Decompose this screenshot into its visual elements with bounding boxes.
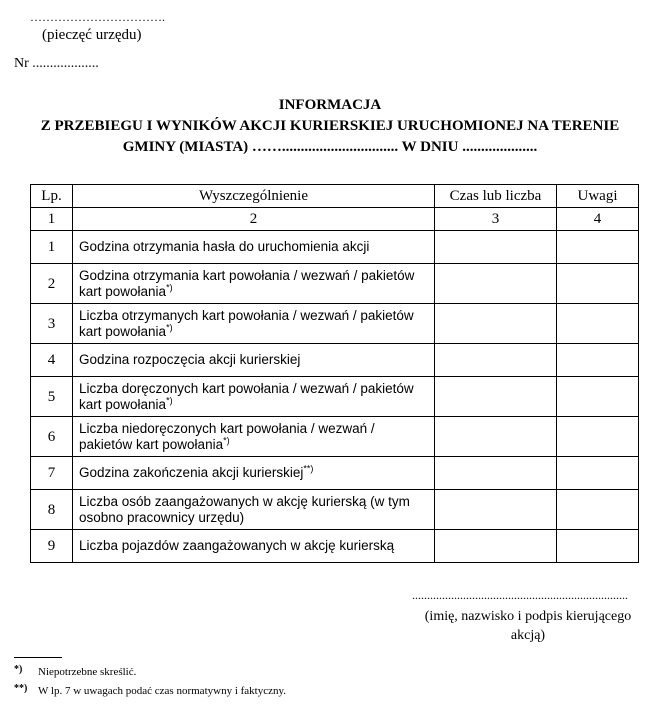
time-or-count-cell[interactable] [435, 344, 557, 377]
table-row [31, 304, 639, 344]
footnote-text: W lp. 7 w uwagach podać czas normatywny i faktyczny. [38, 685, 287, 697]
table-row [31, 490, 639, 530]
remarks-cell[interactable] [557, 344, 639, 377]
header-description: Wyszczególnienie [73, 185, 435, 208]
table-header-row [31, 185, 639, 208]
header-lp: Lp. [31, 185, 73, 208]
row-description [73, 231, 435, 264]
time-or-count-cell[interactable] [435, 417, 557, 457]
table-row [31, 264, 639, 304]
row-text: Liczba otrzymanych kart powołania / wezwań / pakietów kart powołania [79, 307, 414, 339]
row-text: Godzina otrzymania kart powołania / wezwań / pakietów kart powołania [79, 267, 415, 299]
footnote-symbol: *) [14, 664, 23, 675]
footnote-text: Niepotrzebne skreślić. [38, 666, 137, 678]
footnote-mark: *) [166, 282, 173, 292]
footnote-mark: **) [303, 463, 314, 474]
row-description [73, 417, 435, 457]
remarks-cell[interactable] [557, 457, 639, 490]
stamp-placeholder-dots: ……………………………. [30, 10, 165, 24]
row-description [73, 264, 435, 304]
remarks-cell[interactable] [557, 530, 639, 563]
row-number: 2 [31, 264, 73, 304]
row-text: Godzina otrzymania hasła do uruchomienia akcji [79, 239, 370, 254]
footnote-1 [14, 664, 136, 678]
column-number: 1 [31, 208, 73, 231]
title-line-1: INFORMACJA [278, 97, 382, 113]
row-description [73, 304, 435, 344]
row-number: 5 [31, 377, 73, 417]
footnote-symbol: **) [14, 683, 28, 694]
row-description [73, 457, 435, 490]
row-description [73, 377, 435, 417]
title-line-3: GMINY (MIASTA) ……............................... W DNIU .................... [122, 139, 538, 155]
header-time-or-count: Czas lub liczba [435, 185, 557, 208]
row-number: 7 [31, 457, 73, 490]
row-number: 8 [31, 490, 73, 530]
table-row [31, 344, 639, 377]
title-line-2: Z PRZEBIEGU I WYNIKÓW AKCJI KURIERSKIEJ URUCHOMIONEJ NA TERENIE [40, 118, 620, 134]
column-number: 2 [73, 208, 435, 231]
report-table [30, 184, 639, 563]
remarks-cell[interactable] [557, 304, 639, 344]
table-row [31, 231, 639, 264]
time-or-count-cell[interactable] [435, 377, 557, 417]
row-number: 4 [31, 344, 73, 377]
row-text: Godzina zakończenia akcji kurierskiej [79, 465, 304, 480]
footnote-divider [14, 657, 62, 658]
time-or-count-cell[interactable] [435, 264, 557, 304]
table-row [31, 457, 639, 490]
row-number: 6 [31, 417, 73, 457]
time-or-count-cell[interactable] [435, 231, 557, 264]
footnote-mark: *) [166, 322, 173, 332]
time-or-count-cell[interactable] [435, 530, 557, 563]
column-number-row [31, 208, 639, 231]
row-text: Liczba osób zaangażowanych w akcję kurierską (w tym osobno pracownicy urzędu) [79, 493, 410, 525]
stamp-label: (pieczęć urzędu) [42, 27, 142, 43]
row-description [73, 344, 435, 377]
time-or-count-cell[interactable] [435, 304, 557, 344]
row-text: Liczba doręczonych kart powołania / wezwań / pakietów kart powołania [79, 380, 414, 412]
row-number: 1 [31, 231, 73, 264]
footnote-2 [14, 683, 286, 697]
footnote-mark: *) [166, 395, 173, 405]
row-number: 3 [31, 304, 73, 344]
remarks-cell[interactable] [557, 377, 639, 417]
document-title [0, 95, 660, 158]
time-or-count-cell[interactable] [435, 490, 557, 530]
document-number-field: Nr ................... [14, 56, 99, 71]
row-text: Liczba niedoręczonych kart powołania / wezwań / pakietów kart powołania [79, 420, 375, 452]
column-number: 4 [557, 208, 639, 231]
table-row [31, 530, 639, 563]
row-description [73, 490, 435, 530]
signature-line: ........................................................................ [412, 588, 628, 602]
column-number: 3 [435, 208, 557, 231]
row-description [73, 530, 435, 563]
table-row [31, 417, 639, 457]
remarks-cell[interactable] [557, 231, 639, 264]
header-remarks: Uwagi [557, 185, 639, 208]
time-or-count-cell[interactable] [435, 457, 557, 490]
row-number: 9 [31, 530, 73, 563]
table-row [31, 377, 639, 417]
remarks-cell[interactable] [557, 264, 639, 304]
remarks-cell[interactable] [557, 490, 639, 530]
remarks-cell[interactable] [557, 417, 639, 457]
footnote-mark: *) [223, 435, 230, 445]
signature-label: (imię, nazwisko i podpis kierującego akcją) [424, 609, 632, 643]
row-text: Godzina rozpoczęcia akcji kurierskiej [79, 352, 301, 367]
row-text: Liczba pojazdów zaangażowanych w akcję kurierską [79, 538, 395, 553]
